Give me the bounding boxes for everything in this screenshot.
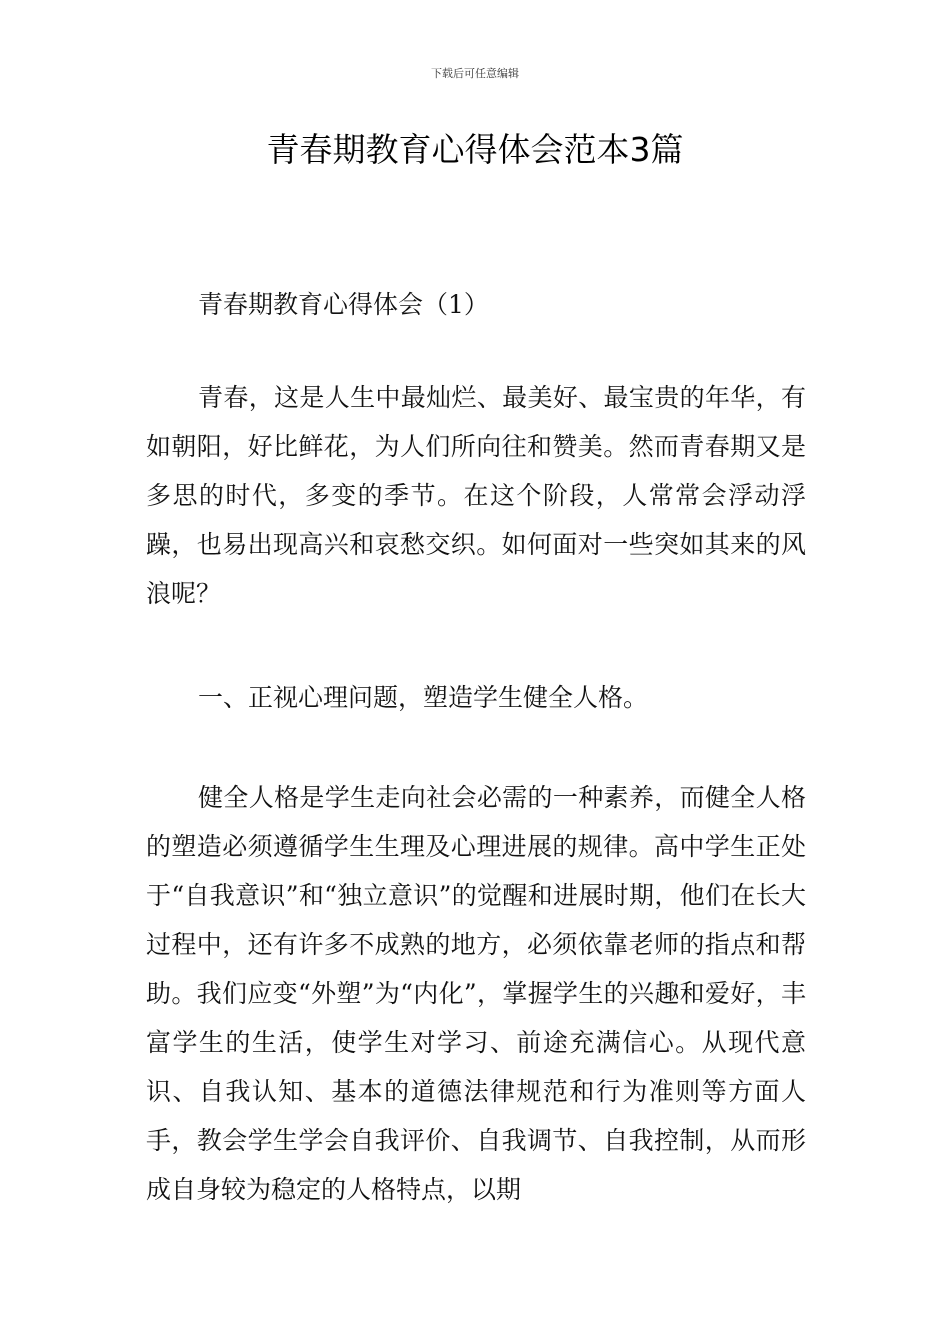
section-title: 青春期教育心得体会（1）	[198, 290, 489, 319]
document-title: 青春期教育心得体会范本3篇	[266, 130, 684, 169]
paragraph-2: 健全人格是学生走向社会必需的一种素养，而健全人格的塑造必须遵循学生生理及心理进展的规律。高中学生正处于“自我意识”和“独立意识”的觉醒和进展时期，他们在长大过程中，还有许多不成熟的地方，必须依靠老师的指点和帮助。我们应变“外塑”为“内化”，掌握学生的兴趣和爱好，丰富学生的生活，使学生对学习、前途充满信心。从现代意识、自我认知、基本的道德法律规范和行为准则等方面人手，教会学生学会自我评价、自我调节、自我控制，从而形成自身较为稳定的人格特点，以期	[146, 783, 806, 1204]
section-heading-1: 一、正视心理问题，塑造学生健全人格。	[198, 683, 649, 712]
paragraph-1: 青春，这是人生中最灿烂、最美好、最宝贵的年华，有如朝阳，好比鲜花，为人们所向往和赞美。然而青春期又是多思的时代，多变的季节。在这个阶段，人常常会浮动浮躁，也易出现高兴和哀愁交织。如何面对一些突如其来的风浪呢？	[146, 383, 806, 608]
header-note: 下载后可任意编辑	[431, 67, 519, 80]
